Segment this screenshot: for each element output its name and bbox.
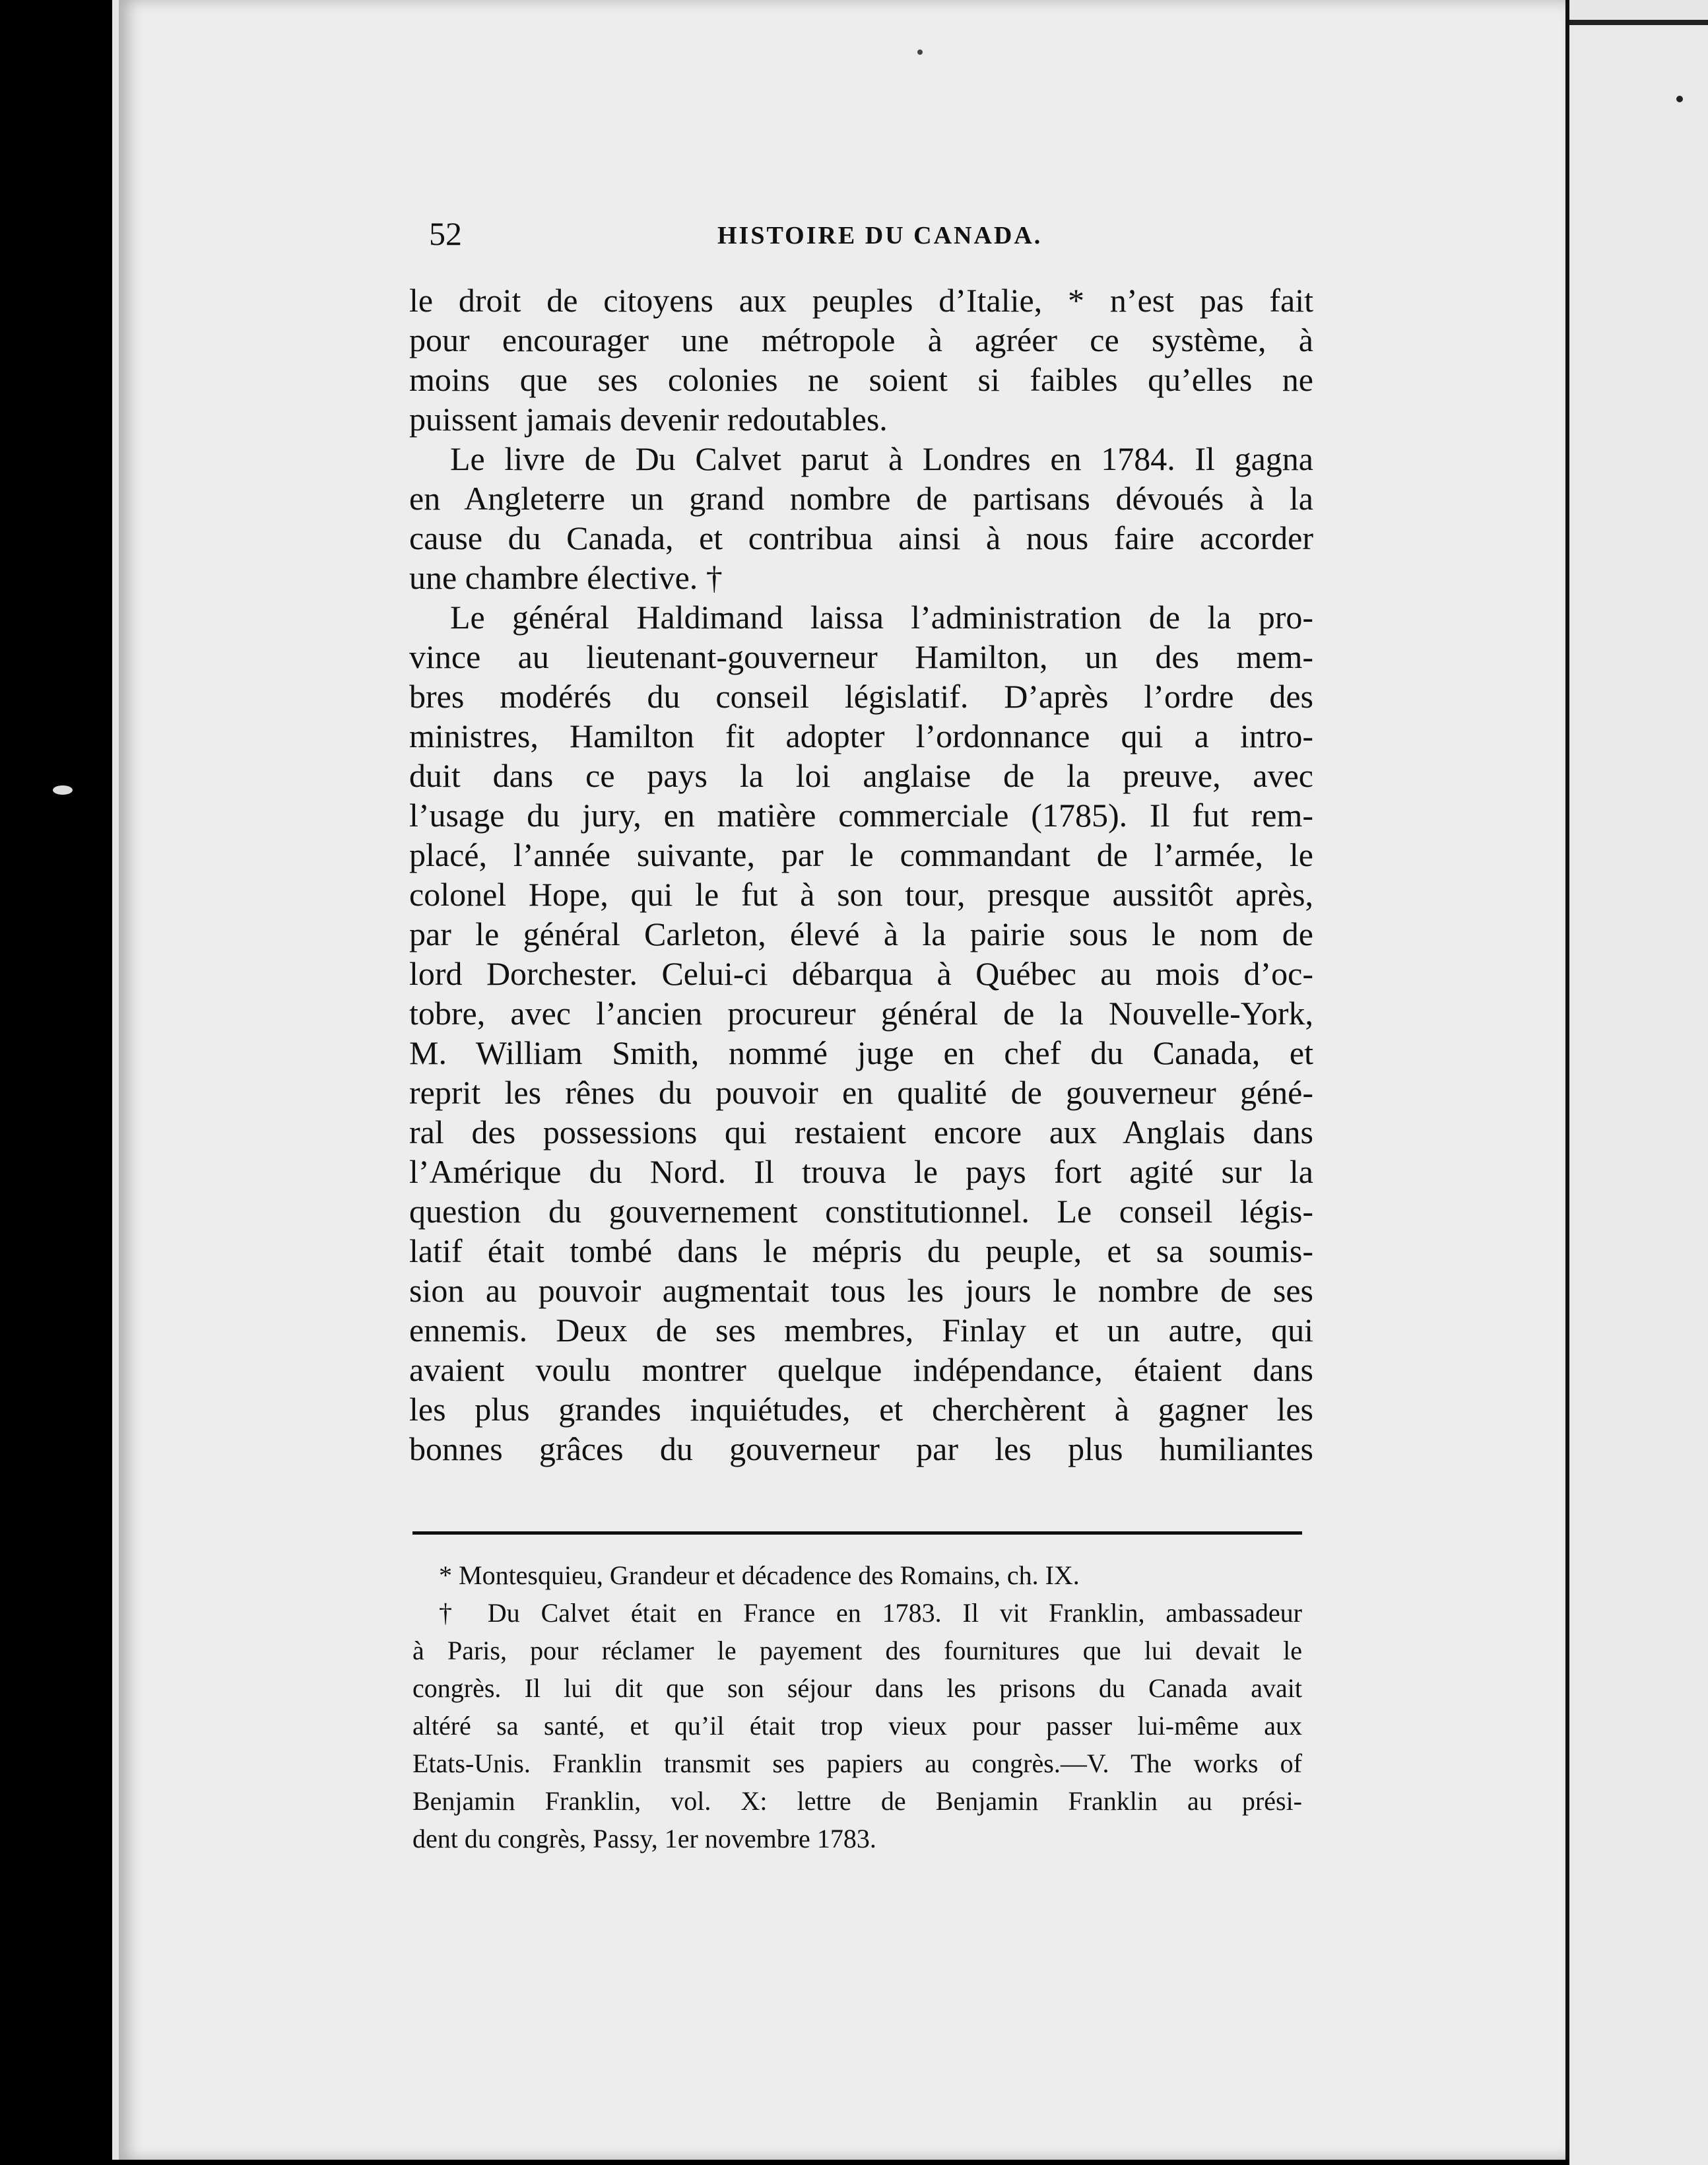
text-line: question du gouvernement constitutionnel. Le conseil légis- xyxy=(409,1193,1313,1230)
text-line: par le général Carleton, élevé à la pairie sous le nom de xyxy=(409,916,1313,952)
text-line: en Angleterre un grand nombre de partisans dévoués à la xyxy=(409,480,1313,517)
text-line: ministres, Hamilton fit adopter l’ordonnance qui a intro- xyxy=(409,717,1313,754)
text-line: une chambre élective. † xyxy=(409,559,723,596)
footnote-line: Benjamin Franklin, vol. X: lettre de Benjamin Franklin au prési- xyxy=(412,1786,1302,1816)
text-line: puissent jamais devenir redoutables. xyxy=(409,401,888,438)
footnote-line: Etats-Unis. Franklin transmit ses papiers au congrès.—V. The works of xyxy=(412,1749,1302,1778)
text-line: reprit les rênes du pouvoir en qualité de gouverneur géné- xyxy=(409,1074,1313,1111)
text-line: Le livre de Du Calvet parut à Londres en 1784. Il gagna xyxy=(450,440,1313,477)
text-line: sion au pouvoir augmentait tous les jours le nombre de ses xyxy=(409,1272,1313,1309)
text-line: colonel Hope, qui le fut à son tour, presque aussitôt après, xyxy=(409,876,1313,913)
text-line: M. William Smith, nommé juge en chef du Canada, et xyxy=(409,1034,1313,1071)
text-line: vince au lieutenant-gouverneur Hamilton, un des mem- xyxy=(409,638,1313,675)
text-line: ennemis. Deux de ses membres, Finlay et un autre, qui xyxy=(409,1312,1313,1349)
footnote-line: dent du congrès, Passy, 1er novembre 1783. xyxy=(412,1824,876,1853)
footnotes xyxy=(412,1556,1302,1857)
text-line: ral des possessions qui restaient encore aux Anglais dans xyxy=(409,1114,1313,1150)
text-line: cause du Canada, et contribua ainsi à nous faire accorder xyxy=(409,519,1313,556)
text-line: bonnes grâces du gouverneur par les plus humiliantes xyxy=(409,1430,1313,1467)
text-line: lord Dorchester. Celui-ci débarqua à Québec au mois d’oc- xyxy=(409,955,1313,992)
text-line: placé, l’année suivante, par le commandant de l’armée, le xyxy=(409,836,1313,873)
footnote-line: * Montesquieu, Grandeur et décadence des Romains, ch. IX. xyxy=(439,1560,1080,1590)
scan-speck xyxy=(1676,96,1683,102)
text-line: pour encourager une métropole à agréer ce système, à xyxy=(409,321,1313,358)
text-line: l’usage du jury, en matière commerciale (1785). Il fut rem- xyxy=(409,797,1313,834)
running-title: HISTOIRE DU CANADA. xyxy=(717,222,1043,250)
footnote-line: congrès. Il lui dit que son séjour dans les prisons du Canada avait xyxy=(412,1673,1302,1703)
text-line: avaient voulu montrer quelque indépendance, étaient dans xyxy=(409,1351,1313,1388)
text-line: les plus grandes inquiétudes, et cherchèrent à gagner les xyxy=(409,1391,1313,1428)
text-line: tobre, avec l’ancien procureur général de la Nouvelle-York, xyxy=(409,995,1313,1032)
text-line: le droit de citoyens aux peuples d’Italie, * n’est pas fait xyxy=(409,282,1313,319)
scan-speck xyxy=(53,785,73,795)
scan-speck xyxy=(917,50,923,55)
facing-page xyxy=(1569,20,1708,2165)
footnote-line: altéré sa santé, et qu’il était trop vieux pour passer lui-même aux xyxy=(412,1711,1302,1741)
text-line: bres modérés du conseil législatif. D’après l’ordre des xyxy=(409,678,1313,715)
text-line: moins que ses colonies ne soient si faibles qu’elles ne xyxy=(409,361,1313,398)
footnote-line: † Du Calvet était en France en 1783. Il vit Franklin, ambassadeur xyxy=(439,1598,1302,1628)
page-number: 52 xyxy=(429,215,462,252)
running-head xyxy=(429,215,1307,254)
body-text xyxy=(409,281,1313,1469)
text-line: latif était tombé dans le mépris du peuple, et sa soumis- xyxy=(409,1232,1313,1269)
text-line: duit dans ce pays la loi anglaise de la preuve, avec xyxy=(409,757,1313,794)
text-line: l’Amérique du Nord. Il trouva le pays fort agité sur la xyxy=(409,1153,1313,1190)
footnote-divider xyxy=(412,1531,1302,1535)
footnote-line: à Paris, pour réclamer le payement des fournitures que lui devait le xyxy=(412,1636,1302,1665)
text-line: Le général Haldimand laissa l’administration de la pro- xyxy=(450,599,1313,636)
